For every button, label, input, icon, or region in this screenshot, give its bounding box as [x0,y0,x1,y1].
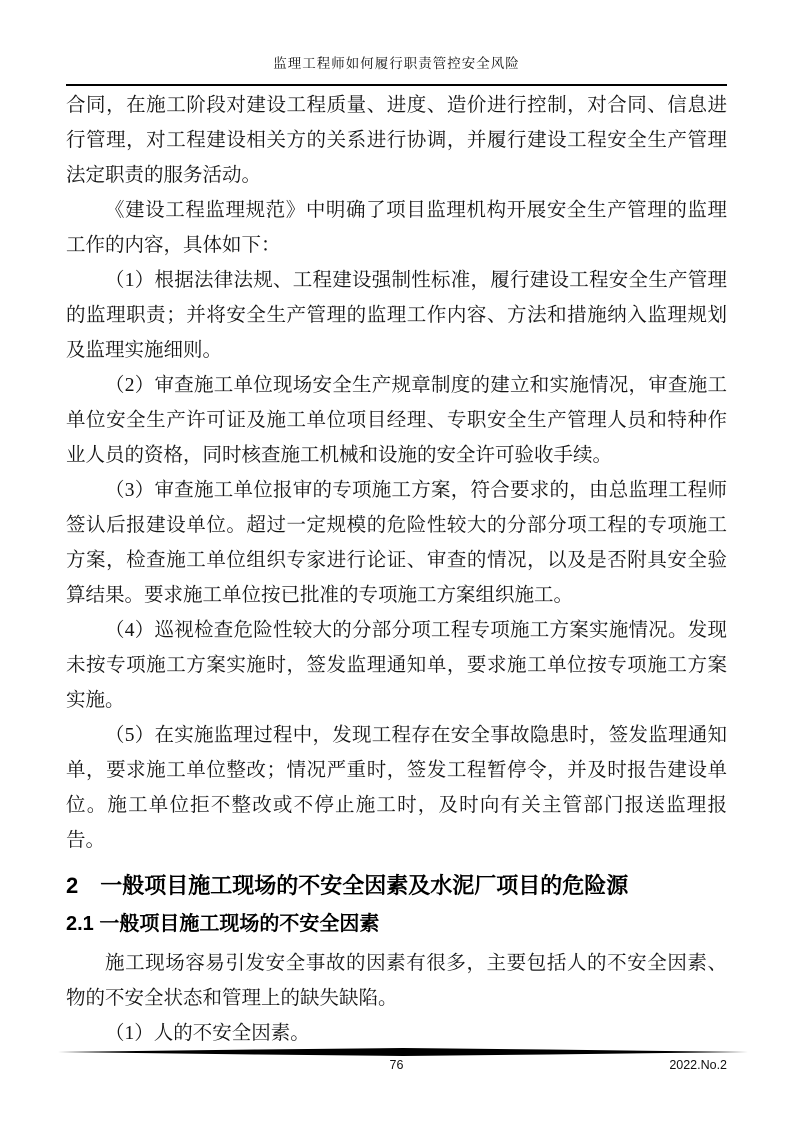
section-heading-2: 2 一般项目施工现场的不安全因素及水泥厂项目的危险源 [66,873,629,898]
header-rule [66,84,727,86]
paragraph-item-5: （5）在实施监理过程中，发现工程存在安全事故隐患时，签发监理通知单，要求施工单位整改；情况严重时，签发工程暂停令，并及时报告建设单位。施工单位拒不整改或不停止施工时，及时向有关主管部门报送监理报告。 [66,725,727,851]
paragraph-item-1: （1）根据法律法规、工程建设强制性标准，履行建设工程安全生产管理的监理职责；并将安全生产管理的监理工作内容、方法和措施纳入监理规划及监理实施细则。 [66,270,727,361]
footer-rule [58,1048,748,1056]
page-footer [66,1058,727,1078]
paragraph-unsafe-factors-intro: 施工现场容易引发安全事故的因素有很多，主要包括人的不安全因素、物的不安全状态和管理上的缺失缺陷。 [66,953,727,1009]
paragraph-human-unsafe-factor: （1）人的不安全因素。 [105,1023,310,1044]
issue-number: 2022.No.2 [669,1058,727,1072]
paragraph-item-4: （4）巡视检查危险性较大的分部分项工程专项施工方案实施情况。发现未按专项施工方案实施时，签发监理通知单，要求施工单位按专项施工方案实施。 [66,620,727,711]
paragraph-continuation: 合同，在施工阶段对建设工程质量、进度、造价进行控制，对合同、信息进行管理，对工程建设相关方的关系进行协调，并履行建设工程安全生产管理法定职责的服务活动。 [66,95,727,186]
page-number: 76 [389,1058,404,1072]
page-body [66,88,727,1051]
section-heading-2-1: 2.1 一般项目施工现场的不安全因素 [66,913,380,935]
paragraph-item-2: （2）审查施工单位现场安全生产规章制度的建立和实施情况，审查施工单位安全生产许可证及施工单位项目经理、专职安全生产管理人员和特种作业人员的资格，同时核查施工机械和设施的安全许可验收手续。 [66,375,727,466]
paragraph-item-3: （3）审查施工单位报审的专项施工方案，符合要求的，由总监理工程师签认后报建设单位。超过一定规模的危险性较大的分部分项工程的专项施工方案，检查施工单位组织专家进行论证、审查的情况，以及是否附具安全验算结果。要求施工单位按已批准的专项施工方案组织施工。 [66,480,727,606]
paragraph-regulation-intro: 《建设工程监理规范》中明确了项目监理机构开展安全生产管理的监理工作的内容，具体如下： [66,200,727,256]
running-header-title: 监理工程师如何履行职责管控安全风险 [273,56,520,71]
